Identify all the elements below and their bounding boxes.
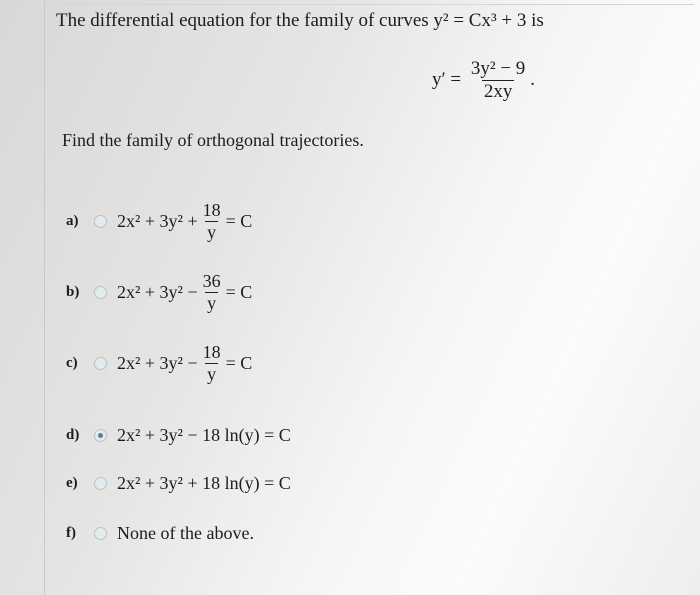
- expression-fraction: [201, 342, 223, 385]
- differential-equation: [432, 58, 535, 103]
- fraction-numerator: 18: [202, 342, 221, 362]
- top-border: [44, 4, 694, 5]
- expression-post: = C: [225, 353, 253, 373]
- expression-pre: 2x² + 3y² −: [117, 282, 198, 302]
- radio-button-e[interactable]: [94, 477, 107, 490]
- option-text: None of the above.: [117, 523, 254, 543]
- option-label: d): [66, 427, 80, 443]
- expression-pre: 2x² + 3y² −: [117, 353, 198, 373]
- option-d[interactable]: [66, 425, 291, 446]
- option-expression: [117, 342, 252, 385]
- radio-button-a[interactable]: [94, 215, 107, 228]
- question-title: The differential equation for the family of curves y² = Cx³ + 3 is: [56, 10, 544, 31]
- expression-fraction: [201, 271, 223, 314]
- fraction-denominator: y: [207, 222, 217, 242]
- radio-button-d-selected[interactable]: [94, 429, 107, 442]
- option-label: c): [66, 355, 78, 371]
- fraction-denominator: y: [207, 364, 217, 384]
- ode-lhs: y′ =: [432, 68, 462, 90]
- option-a[interactable]: [66, 200, 252, 243]
- option-expression: [117, 271, 252, 314]
- fraction-numerator: 36: [202, 271, 221, 291]
- expression-pre: 2x² + 3y² +: [117, 211, 198, 231]
- fraction-numerator: 18: [202, 200, 221, 220]
- ode-fraction: [469, 58, 527, 103]
- ode-tail: .: [530, 68, 536, 90]
- expression-post: = C: [225, 211, 253, 231]
- option-label: e): [66, 475, 78, 491]
- radio-button-c[interactable]: [94, 357, 107, 370]
- option-b[interactable]: [66, 271, 252, 314]
- ode-denominator: 2xy: [483, 81, 513, 102]
- option-c[interactable]: [66, 342, 252, 385]
- option-expression: [117, 200, 252, 243]
- ode-numerator: 3y² − 9: [470, 58, 526, 79]
- option-label: f): [66, 525, 76, 541]
- radio-button-f[interactable]: [94, 527, 107, 540]
- question-prompt: Find the family of orthogonal trajectories.: [62, 130, 364, 150]
- left-border: [44, 0, 45, 595]
- option-e[interactable]: [66, 473, 291, 494]
- option-label: b): [66, 284, 80, 300]
- option-f[interactable]: [66, 523, 254, 544]
- fraction-denominator: y: [207, 293, 217, 313]
- expression-post: = C: [225, 282, 253, 302]
- option-expression: 2x² + 3y² − 18 ln(y) = C: [117, 425, 291, 445]
- radio-button-b[interactable]: [94, 286, 107, 299]
- option-label: a): [66, 213, 79, 229]
- expression-fraction: [201, 200, 223, 243]
- option-expression: 2x² + 3y² + 18 ln(y) = C: [117, 473, 291, 493]
